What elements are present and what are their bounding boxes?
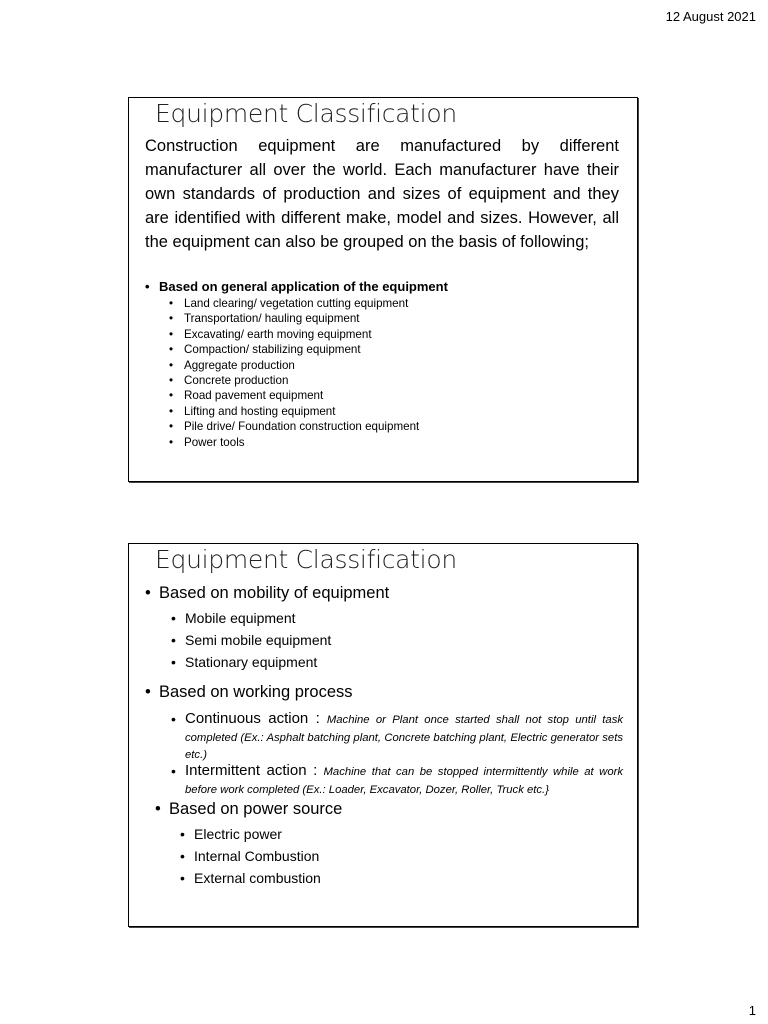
slide-1-title: Equipment Classification: [155, 99, 457, 128]
list-item: • Transportation/ hauling equipment: [169, 312, 360, 326]
general-application-bullet: [145, 279, 448, 294]
mobility-bullet: • Based on mobility of equipment: [145, 584, 390, 602]
power-source-bullet: • Based on power source: [155, 800, 343, 818]
list-item: • Semi mobile equipment: [171, 632, 332, 648]
slide-1: [128, 97, 638, 482]
list-item: • Internal Combustion: [180, 848, 320, 864]
list-item: • Stationary equipment: [171, 654, 318, 670]
list-item: • Aggregate production: [169, 358, 295, 372]
intermittent-action-desc: Machine that can be stopped intermittently while at work before work completed (Ex.: Loader, Excavator, Dozer, Roller, Truck etc.}: [185, 766, 624, 796]
list-item: • Electric power: [180, 826, 282, 842]
list-item: • Land clearing/ vegetation cutting equipment: [169, 297, 409, 310]
list-item: • Lifting and hosting equipment: [169, 404, 336, 418]
continuous-action-desc: Machine or Plant once started shall not stop until task completed (Ex.: Asphalt batching plant, Concrete batching plant, Electric generator sets etc.): [185, 714, 623, 761]
list-item: • Pile drive/ Foundation construction equipment: [169, 420, 420, 434]
application-list: [169, 296, 419, 450]
continuous-action-label: Continuous action :: [185, 710, 320, 727]
intermittent-action-item: • Intermittent action : Machine that can be stopped intermittently while at work before work completed (Ex.: Loader, Excavator, Dozer, Roller, Truck etc.}: [171, 762, 624, 796]
list-item: • Concrete production: [169, 374, 289, 388]
slide-2-title: Equipment Classification: [155, 545, 457, 574]
list-item: • Compaction/ stabilizing equipment: [169, 343, 361, 357]
general-application-label: Based on general application of the equipment: [159, 279, 448, 294]
page-number: 1: [748, 1003, 756, 1018]
slide-2: [128, 543, 638, 927]
slide-1-intro: Construction equipment are manufactured by different manufacturer all over the world. Each manufacturer have their own standards of production and sizes of equipment and they are identified with different make, model and sizes. However, all the equipment can also be grouped on the basis of following;: [145, 137, 619, 251]
intermittent-action-label: Intermittent action :: [185, 762, 318, 779]
list-item: • Road pavement equipment: [169, 389, 324, 403]
list-item: • Mobile equipment: [171, 610, 296, 626]
list-item: • Power tools: [169, 435, 245, 449]
list-item: • External combustion: [180, 870, 321, 886]
working-process-bullet: • Based on working process: [145, 683, 353, 701]
list-item: • Excavating/ earth moving equipment: [169, 327, 372, 341]
bullet-dot: •: [145, 279, 150, 294]
page-date: 12 August 2021: [665, 9, 756, 24]
continuous-action-item: • Continuous action : Machine or Plant once started shall not stop until task completed (Ex.: Asphalt batching plant, Concrete batching plant, Electric generator sets etc.): [171, 710, 623, 761]
